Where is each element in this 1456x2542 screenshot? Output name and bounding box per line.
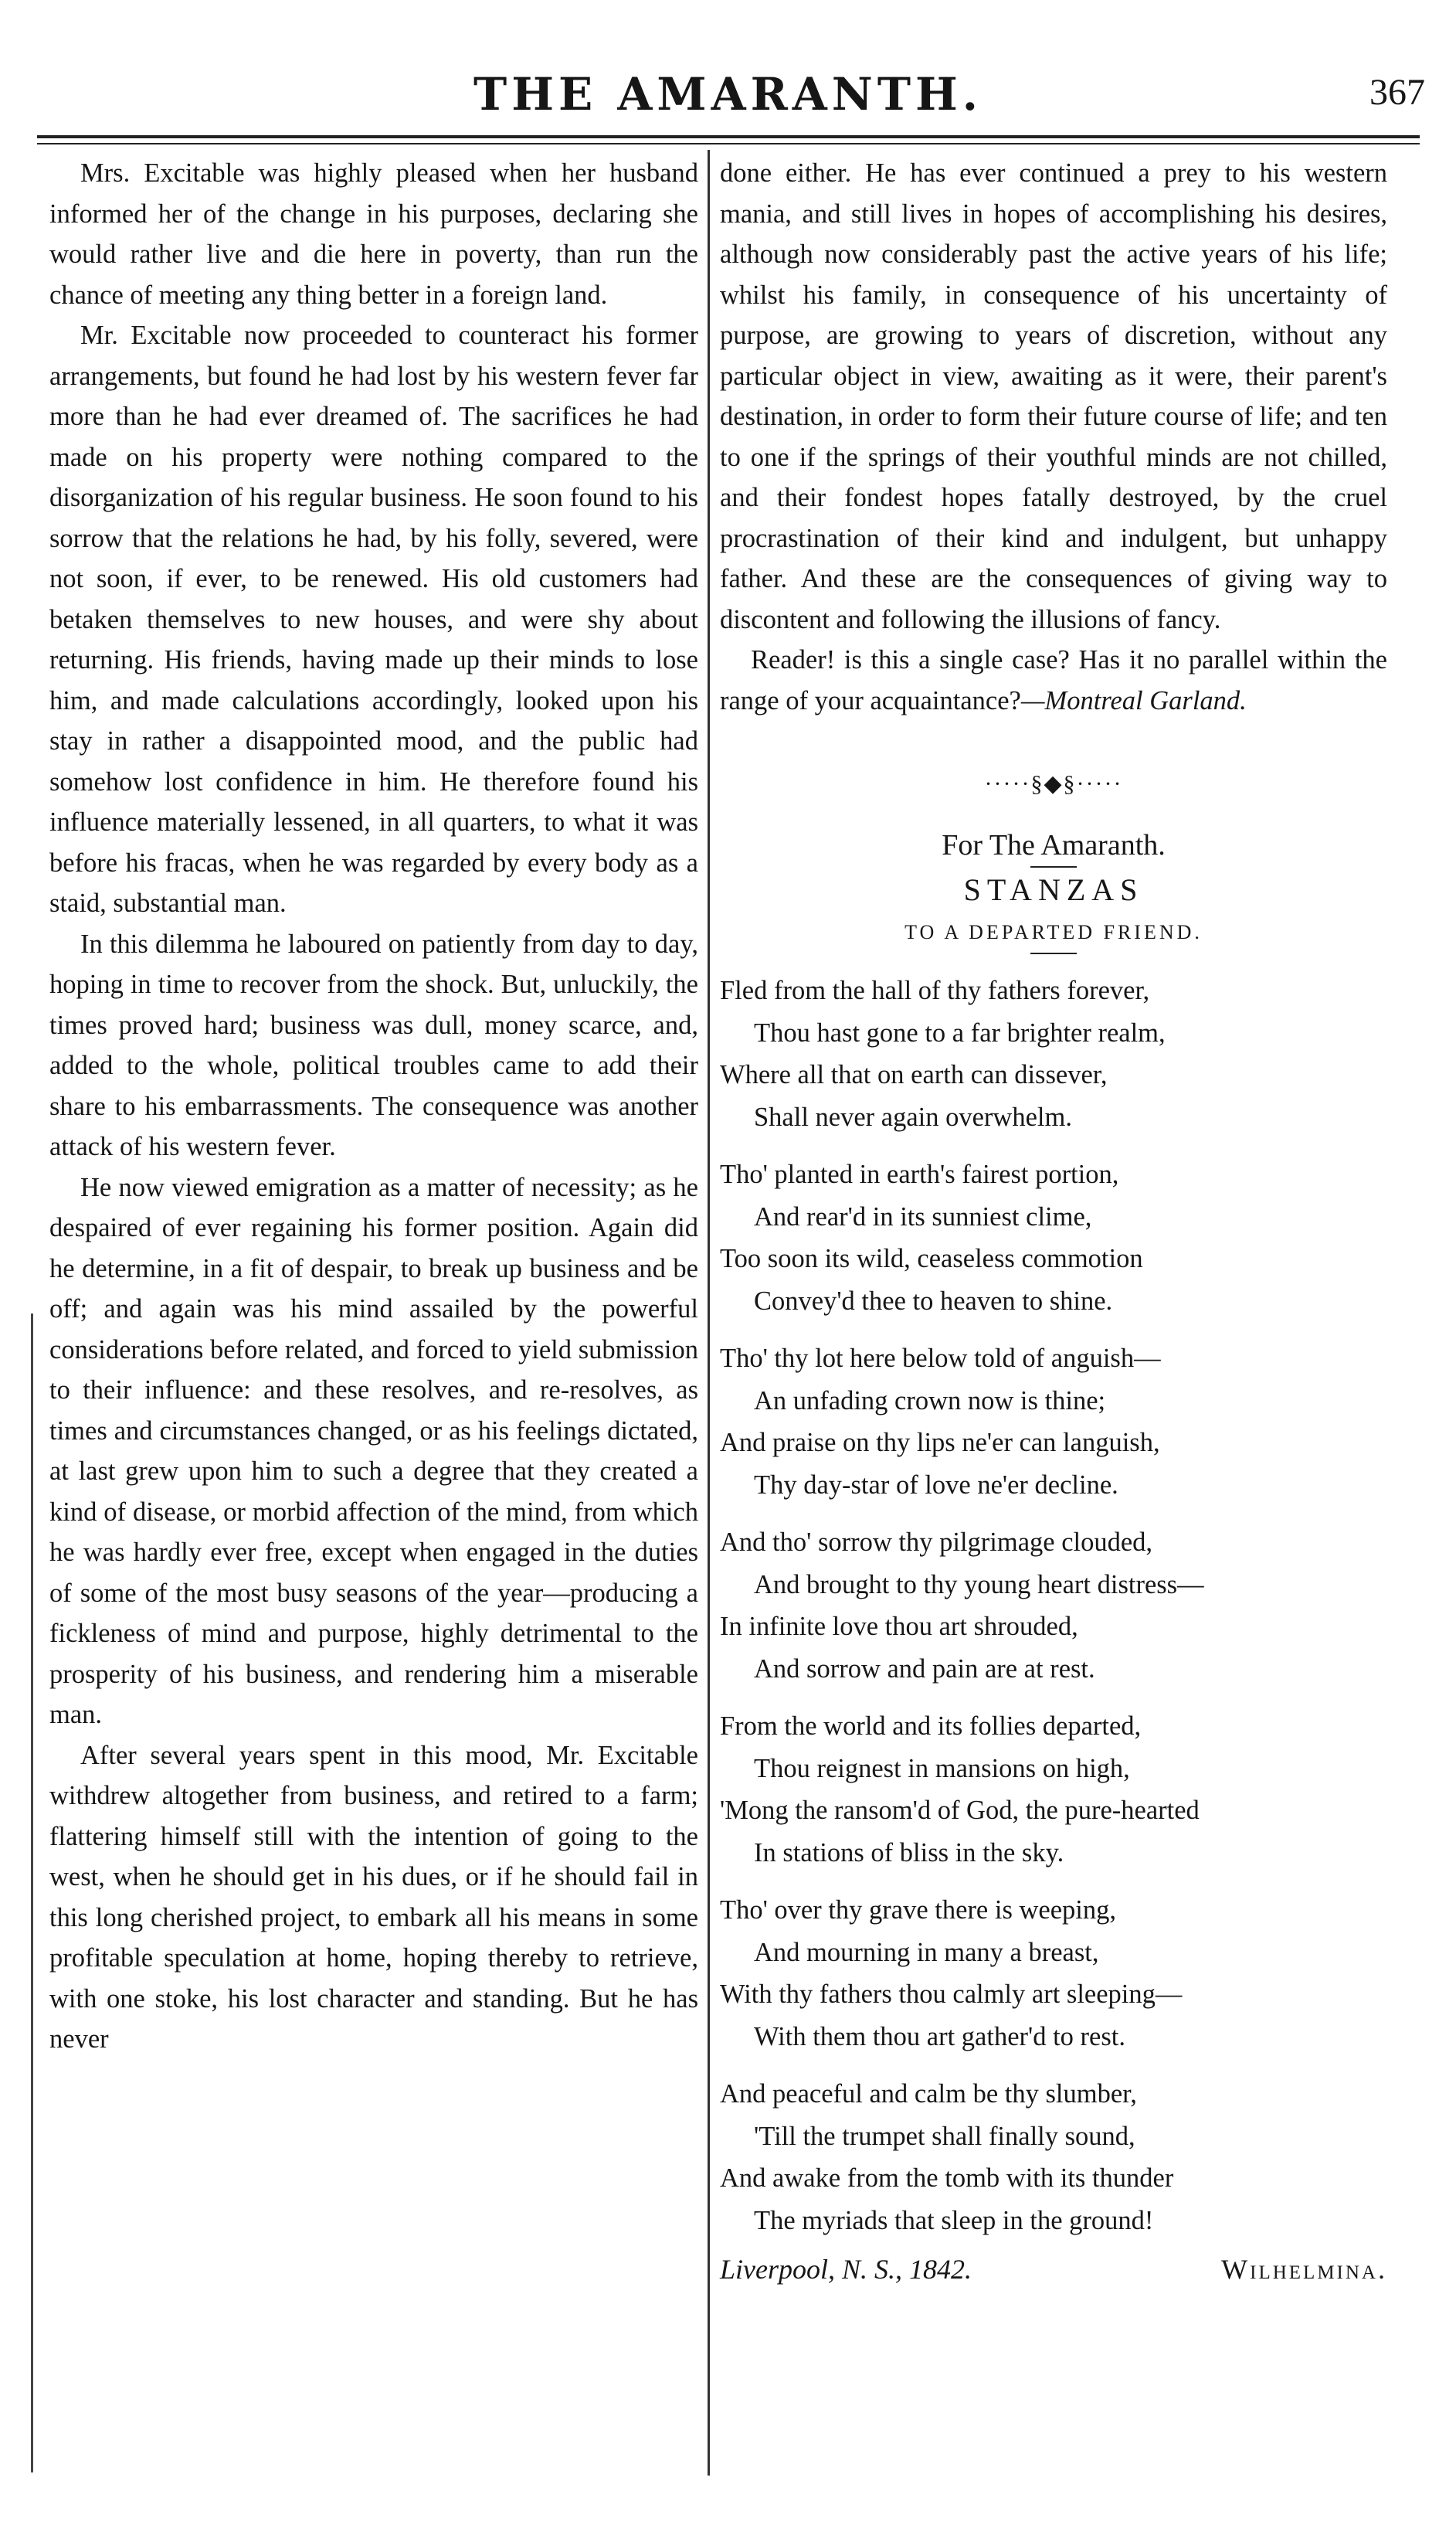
poem-line: Tho' planted in earth's fairest portion, [720,1160,1119,1189]
paragraph: done either. He has ever continued a prey to his western mania, and still lives in hopes of accomplishing his desires, although now considerably past the active years of his life; whilst his family, in consequence of his uncertainty of purpose, are growing to years of discretion, without any particular object in view, awaiting as it were, their parent's destination, in order to form their future course of life; and ten to one if the springs of their youthful minds are not chilled, and their fondest hopes fatally destroyed, by the cruel procrastination of their kind and indulgent, but unhappy father. And these are the consequences of giving way to discontent and following the illusions of fancy. [720,158,1387,634]
stanza [720,1521,1387,1690]
poem-line: Tho' over thy grave there is weeping, [720,1895,1117,1925]
paragraph: He now viewed emigration as a matter of necessity; as he despaired of ever regaining his former position. Again did he determine, in a fit of despair, to break up business and be off; and again was his mind assailed by the powerful considerations before related, and forced to yield submission to their influence: and these resolves, and re-resolves, as times and circumstances changed, or as his feelings dictated, at last grew upon him to such a degree that they created a kind of disease, or morbid affection of the mind, from which he was hardly ever free, except when engaged in the duties of some of the most busy seasons of the year—producing a fickleness of mind and purpose, highly detrimental to the prosperity of his business, and rendering him a miserable man. [49,1172,698,1729]
poem-line: Convey'd thee to heaven to shine. [754,1286,1113,1316]
header-rule [37,135,1420,138]
poem-line: Fled from the hall of thy fathers forever, [720,976,1150,1005]
paragraph: In this dilemma he laboured on patiently from day to day, hoping in time to recover from the shock. But, unluckily, the times proved hard; business was dull, money scarce, and, added to the whole, political troubles came to add their share to his embarrassments. The consequence was another attack of his western fever. [49,929,698,1161]
paragraph: After several years spent in this mood, Mr. Excitable withdrew altogether from business, and retired to a farm; flattering himself still with the intention of going to the west, when he should get in his dues, or if he should fail in this long cherished project, to embark all his means in some profitable speculation at home, hoping thereby to retrieve, with one stoke, his lost character and standing. But he has never [49,1740,698,2054]
poem-line: Tho' thy lot here below told of anguish— [720,1344,1161,1373]
short-rule [1030,953,1077,954]
poem-line: In infinite love thou art shrouded, [720,1612,1078,1641]
stanza [720,1889,1387,2058]
poem-line: And brought to thy young heart distress— [754,1569,1204,1599]
page-number: 367 [1369,72,1425,113]
page-header [31,68,1425,138]
stanza [720,970,1387,1138]
poem-line: And rear'd in its sunniest clime, [754,1201,1092,1232]
poem-line: Thou reignest in mansions on high, [754,1753,1130,1783]
stanza [720,2073,1387,2241]
ornament-divider: ·····§◆§····· [984,771,1123,797]
header-rule-thin [37,143,1420,144]
signoff-author: Wilhelmina. [1221,2254,1387,2285]
poem-title: STANZAS [963,872,1144,907]
stanza [720,1154,1387,1322]
source-credit: —Montreal Garland. [1020,685,1247,715]
running-title: THE AMARANTH. [473,68,983,121]
poem-line: Thy day-star of love ne'er decline. [754,1470,1118,1500]
poem-line: With thy fathers thou calmly art sleeping— [720,1980,1183,2009]
column-divider [708,150,710,2476]
poem-line: And mourning in many a breast, [754,1937,1099,1967]
signoff-place: Liverpool, N. S., 1842. [720,2254,972,2285]
poem-line: And tho' sorrow thy pilgrimage clouded, [720,1528,1153,1557]
left-column [49,153,698,2060]
poem-line: Too soon its wild, ceaseless commotion [720,1244,1143,1273]
poem-line: Shall never again overwhelm. [754,1102,1072,1132]
poem-body [720,970,1387,2241]
poem-line: In stations of bliss in the sky. [754,1837,1064,1867]
poem-line: With them thou art gather'd to rest. [754,2021,1125,2051]
right-column [720,153,1387,2290]
poem-line: Thou hast gone to a far brighter realm, [754,1018,1166,1048]
left-margin-rule [31,1313,33,2472]
for-line: For The Amaranth. [942,829,1166,861]
poem-line: An unfading crown now is thine; [754,1385,1106,1415]
poem-line: Where all that on earth can dissever, [720,1060,1108,1089]
poem-line: 'Till the trumpet shall finally sound, [754,2121,1135,2151]
stanza [720,1337,1387,1506]
poem-line: And peaceful and calm be thy slumber, [720,2079,1137,2109]
poem-line: The myriads that sleep in the ground! [754,2205,1154,2235]
poem-line: From the world and its follies departed, [720,1711,1142,1741]
poem-line: And praise on thy lips ne'er can languish, [720,1428,1160,1457]
poem-line: 'Mong the ransom'd of God, the pure-hearted [720,1796,1200,1825]
paragraph-text: Reader! is this a single case? Has it no parallel within the range of your acquaintance? [720,645,1387,715]
poem-line: And awake from the tomb with its thunder [720,2163,1174,2193]
poem-subtitle: TO A DEPARTED FRIEND. [904,921,1203,943]
poem-line: And sorrow and pain are at rest. [754,1653,1095,1684]
paragraph: Mr. Excitable now proceeded to counteract his former arrangements, but found he had lost by his western fever far more than he had ever dreamed of. The sacrifices he had made on his property were nothing compared to the disorganization of his regular business. He soon found to his sorrow that the relations he had, by his folly, severed, were not soon, if ever, to be renewed. His old customers had betaken themselves to new houses, and were shy about returning. His friends, having made up their minds to lose him, and made calculations accordingly, looked upon his stay in rather a disappointed mood, and the public had somehow lost confidence in him. He therefore found his influence materially lessened, in all quarters, to what it was before his fracas, when he was regarded by every body as a staid, substantial man. [49,321,698,918]
paragraph: Mrs. Excitable was highly pleased when her husband informed her of the change in his purposes, declaring she would rather live and die here in poverty, than run the chance of meeting any thing better in a foreign land. [49,158,698,310]
signoff [720,2249,1387,2290]
stanza [720,1705,1387,1874]
paragraph [720,640,1387,721]
